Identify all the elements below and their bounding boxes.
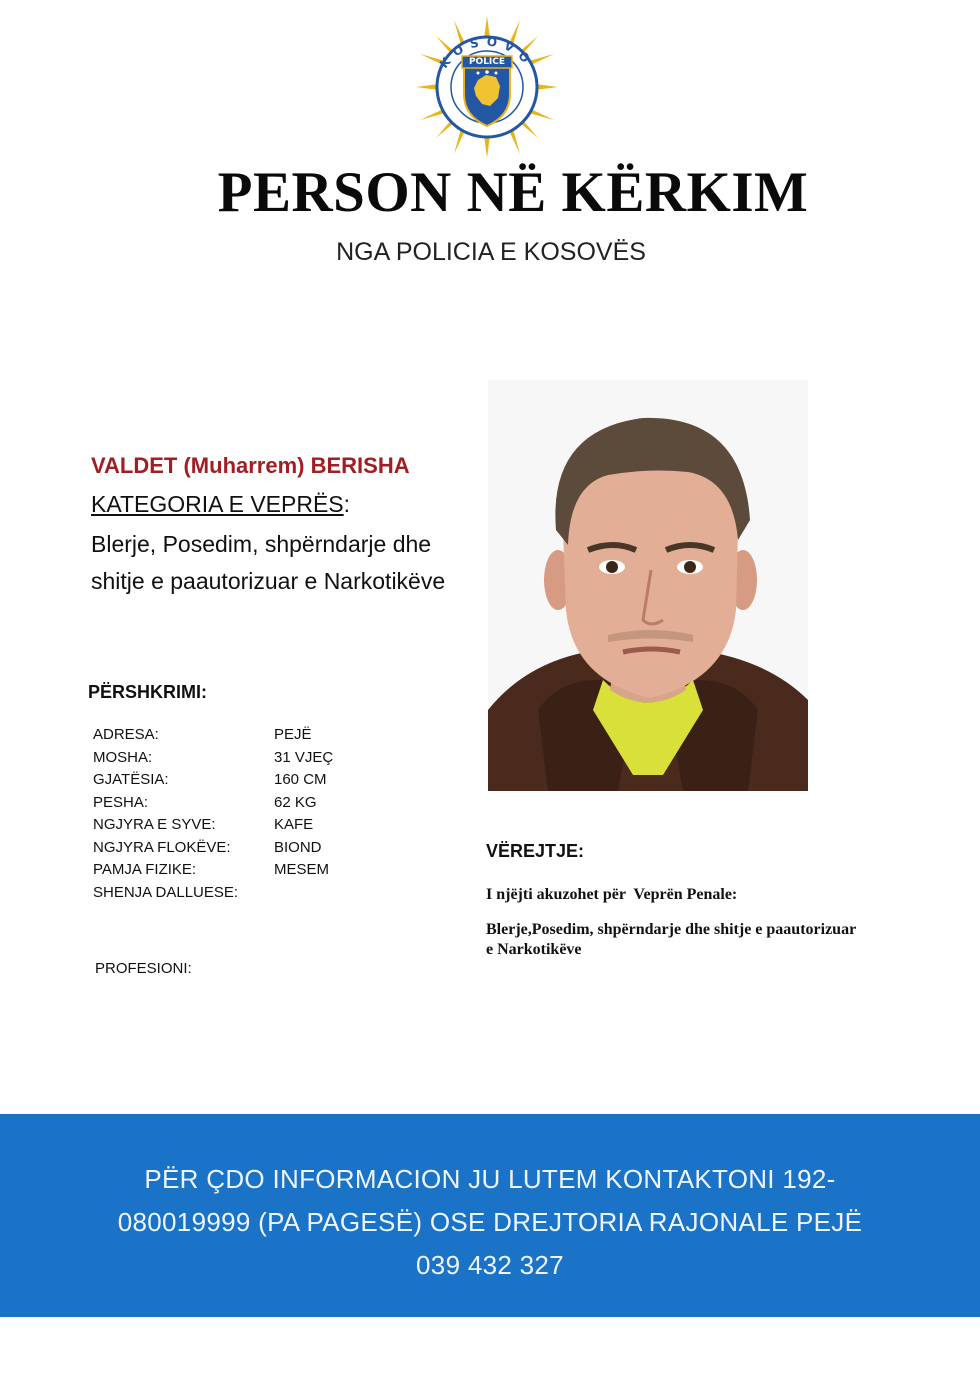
kosovo-police-logo xyxy=(414,14,560,160)
category-text: Blerje, Posedim, shpërndarje dhe shitje e paautorizuar e Narkotikëve xyxy=(91,531,446,594)
attr-value: MESEM xyxy=(274,861,330,878)
logo-ring-text xyxy=(414,14,560,160)
contact-text: PËR ÇDO INFORMACION JU LUTEM KONTAKTONI 192-080019999 (PA PAGESË) OSE DREJTORIA RAJONALE PEJË 039 432 327 xyxy=(117,1164,863,1280)
attr-label: GJATËSIA: xyxy=(93,771,169,788)
attr-row-height xyxy=(93,769,333,792)
attr-label: NGJYRA FLOKËVE: xyxy=(93,838,231,856)
attr-row-eye-color xyxy=(93,814,333,837)
attr-value: 31 VJEÇ xyxy=(274,748,334,766)
page-subtitle: NGA POLICIA E KOSOVËS xyxy=(336,238,646,266)
attr-value: KAFE xyxy=(274,816,314,833)
attr-value: BIOND xyxy=(274,838,322,856)
page-title: PERSON NË KËRKIM xyxy=(217,161,809,224)
person-name: VALDET (Muharrem) BERISHA xyxy=(91,453,410,478)
notes-heading: VËREJTJE: xyxy=(486,841,585,861)
attr-row-physique xyxy=(93,859,333,882)
attr-row-age xyxy=(93,747,333,770)
category-label-text: KATEGORIA E VEPRËS xyxy=(91,491,344,517)
attr-row-marks xyxy=(93,882,333,905)
description-heading: PËRSHKRIMI: xyxy=(88,682,208,702)
portrait-icon xyxy=(488,380,808,791)
attr-label: SHENJA DALLUESE: xyxy=(93,883,239,901)
notes-charge-text: Blerje,Posedim, shpërndarje dhe shitje e paautorizuar e Narkotikëve xyxy=(486,921,856,958)
suspect-photo xyxy=(488,380,808,791)
attr-row-hair-color xyxy=(93,837,333,860)
attr-row-address xyxy=(93,724,333,747)
contact-banner xyxy=(0,1114,980,1317)
attr-label: PESHA: xyxy=(93,793,149,811)
logo-badge-text: POLICE xyxy=(468,57,506,67)
category-label-colon: : xyxy=(343,491,351,517)
attr-value: 62 KG xyxy=(274,793,317,811)
category-label xyxy=(91,491,350,518)
profession-label: PROFESIONI: xyxy=(95,960,192,977)
attr-value: PEJË xyxy=(274,726,312,743)
notes-charge-intro: I njëjti akuzohet për Veprën Penale: xyxy=(486,886,738,903)
svg-text:KOSOVO: KOSOVO xyxy=(436,34,538,71)
attributes-list xyxy=(93,724,333,904)
attr-label: PAMJA FIZIKE: xyxy=(93,861,197,878)
attr-label: MOSHA: xyxy=(93,748,153,766)
attr-row-weight xyxy=(93,792,333,815)
attr-label: ADRESA: xyxy=(93,726,159,743)
attr-value: 160 CM xyxy=(274,771,327,788)
attr-label: NGJYRA E SYVE: xyxy=(93,816,216,833)
